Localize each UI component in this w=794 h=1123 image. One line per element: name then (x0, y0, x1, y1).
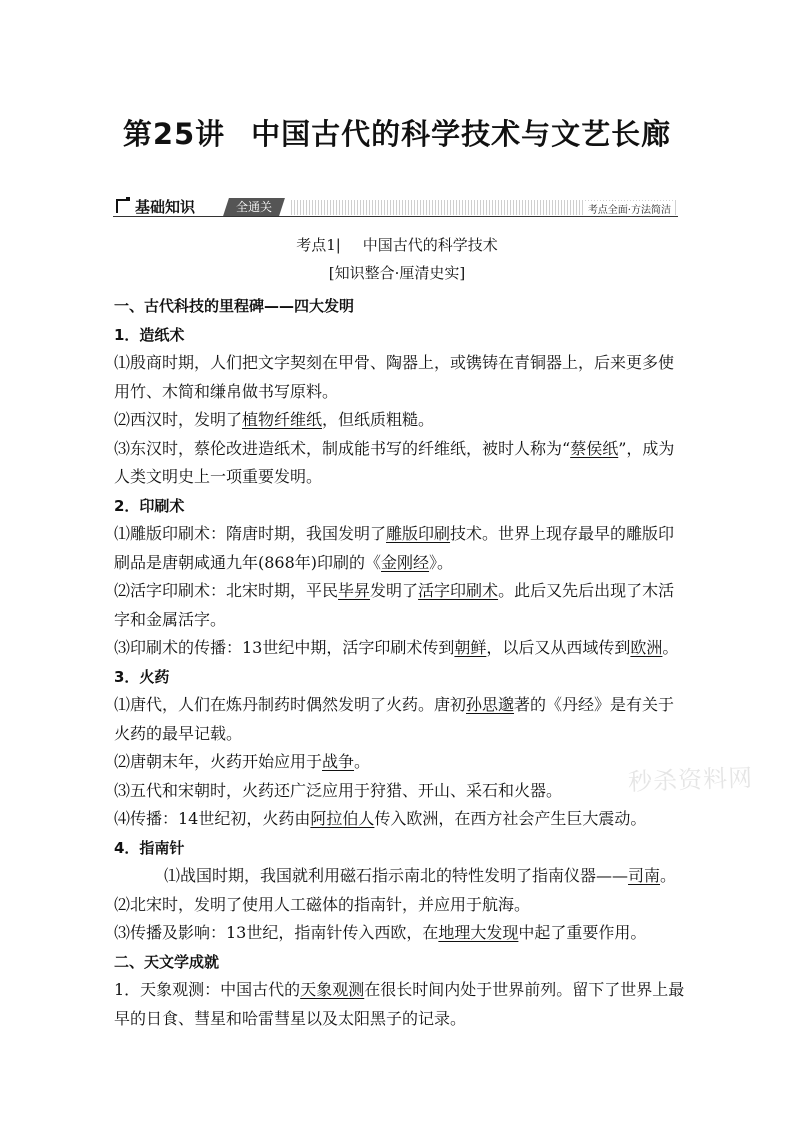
paragraph-gunpowder-2: ⑵唐朝末年，火药开始应用于战争。 (114, 752, 371, 771)
page-title (0, 112, 794, 153)
paragraph-compass-3: ⑶传播及影响：13世纪，指南针传入西欧，在地理大发现中起了重要作用。 (114, 923, 647, 942)
paragraph-paper-3: ⑶东汉时，蔡伦改进造纸术，制成能书写的纤维纸，被时人称为“蔡侯纸”，成为人类文明史上一项重要发明。 (114, 438, 675, 486)
key-term: 雕版印刷 (386, 524, 451, 543)
paragraph-astronomy-1: 1．天象观测：中国古代的天象观测在很长时间内处于世界前列。留下了世界上最早的日食、彗星和哈雷彗星以及太阳黑子的记录。 (114, 980, 685, 1028)
corner-bracket-icon (116, 199, 128, 213)
key-term: 地理大发现 (438, 923, 519, 942)
key-term: 阿拉伯人 (310, 809, 375, 828)
key-term: 金刚经 (381, 552, 430, 572)
paragraph-compass-1: ⑴战国时期，我国就利用磁石指示南北的特性发明了指南仪器——司南。 (164, 866, 677, 885)
paragraph-gunpowder-3: ⑶五代和宋朝时，火药还广泛应用于狩猎、开山、采石和火器。 (114, 780, 563, 800)
paragraph-paper-2: ⑵西汉时，发明了植物纤维纸，但纸质粗糙。 (114, 410, 435, 429)
banner-left-label: 基础知识 (135, 198, 196, 216)
key-term: 孙思邈 (466, 695, 515, 714)
key-term: 战争 (322, 752, 355, 771)
paragraph-gunpowder-1: ⑴唐代，人们在炼丹制药时偶然发明了火药。唐初孙思邈著的《丹经》是有关于火药的最早记载。 (114, 695, 675, 743)
banner-badge: 全通关 (223, 198, 285, 216)
banner-rule (113, 216, 678, 217)
subheading-gunpowder: 3．火药 (114, 667, 170, 686)
paragraph-paper-1: ⑴殷商时期，人们把文字契刻在甲骨、陶器上，或镌铸在青铜器上，后来更多使用竹、木简和缣帛做书写原料。 (114, 353, 675, 401)
paragraph-printing-3: ⑶印刷术的传播：13世纪中期，活字印刷术传到朝鲜，以后又从西域传到欧洲。 (114, 638, 679, 657)
lesson-topic: 中国古代的科学技术与文艺长廊 (251, 117, 672, 151)
document-body (114, 292, 686, 1033)
section-banner (113, 196, 678, 218)
banner-right-label: 考点全面·方法简洁 (585, 201, 674, 216)
knowledge-subheader: [知识整合·厘清史实] (328, 264, 466, 282)
paragraph-printing-2: ⑵活字印刷术：北宋时期，平民毕昇发明了活字印刷术。此后又先后出现了木活字和金属活字。 (114, 581, 675, 629)
key-term: 蔡侯纸 (570, 438, 619, 458)
knowledge-point-name: 中国古代的科学技术 (362, 236, 498, 254)
subheading-printing: 2．印刷术 (114, 496, 185, 515)
paragraph-printing-1: ⑴雕版印刷术：隋唐时期，我国发明了雕版印刷技术。世界上现存最早的雕版印刷品是唐朝咸通九年(868年)印刷的《金刚经》。 (114, 524, 675, 572)
section-heading-astronomy: 二、天文学成就 (114, 952, 220, 971)
section-heading-inventions: 一、古代科技的里程碑——四大发明 (114, 297, 355, 315)
subheading-compass: 4．指南针 (114, 838, 185, 857)
key-term: 植物纤维纸 (242, 410, 323, 429)
key-term: 活字印刷术 (418, 581, 499, 600)
key-term: 欧洲 (630, 638, 663, 657)
lesson-number: 第25讲 (122, 117, 226, 151)
paragraph-gunpowder-4: ⑷传播：14世纪初，火药由阿拉伯人传入欧洲，在西方社会产生巨大震动。 (114, 809, 647, 828)
corner-dot-icon (126, 197, 130, 201)
knowledge-point-header (0, 234, 794, 255)
key-term: 天象观测 (300, 980, 365, 999)
paragraph-compass-2: ⑵北宋时，发明了使用人工磁体的指南针，并应用于航海。 (114, 894, 531, 914)
key-term: 毕昇 (338, 581, 371, 600)
key-term: 司南 (628, 866, 661, 885)
watermark: 秒杀资料网 (627, 763, 754, 797)
subheading-paper: 1．造纸术 (114, 325, 185, 344)
knowledge-point-number: 考点1| (296, 236, 341, 254)
key-term: 朝鲜 (454, 638, 487, 657)
